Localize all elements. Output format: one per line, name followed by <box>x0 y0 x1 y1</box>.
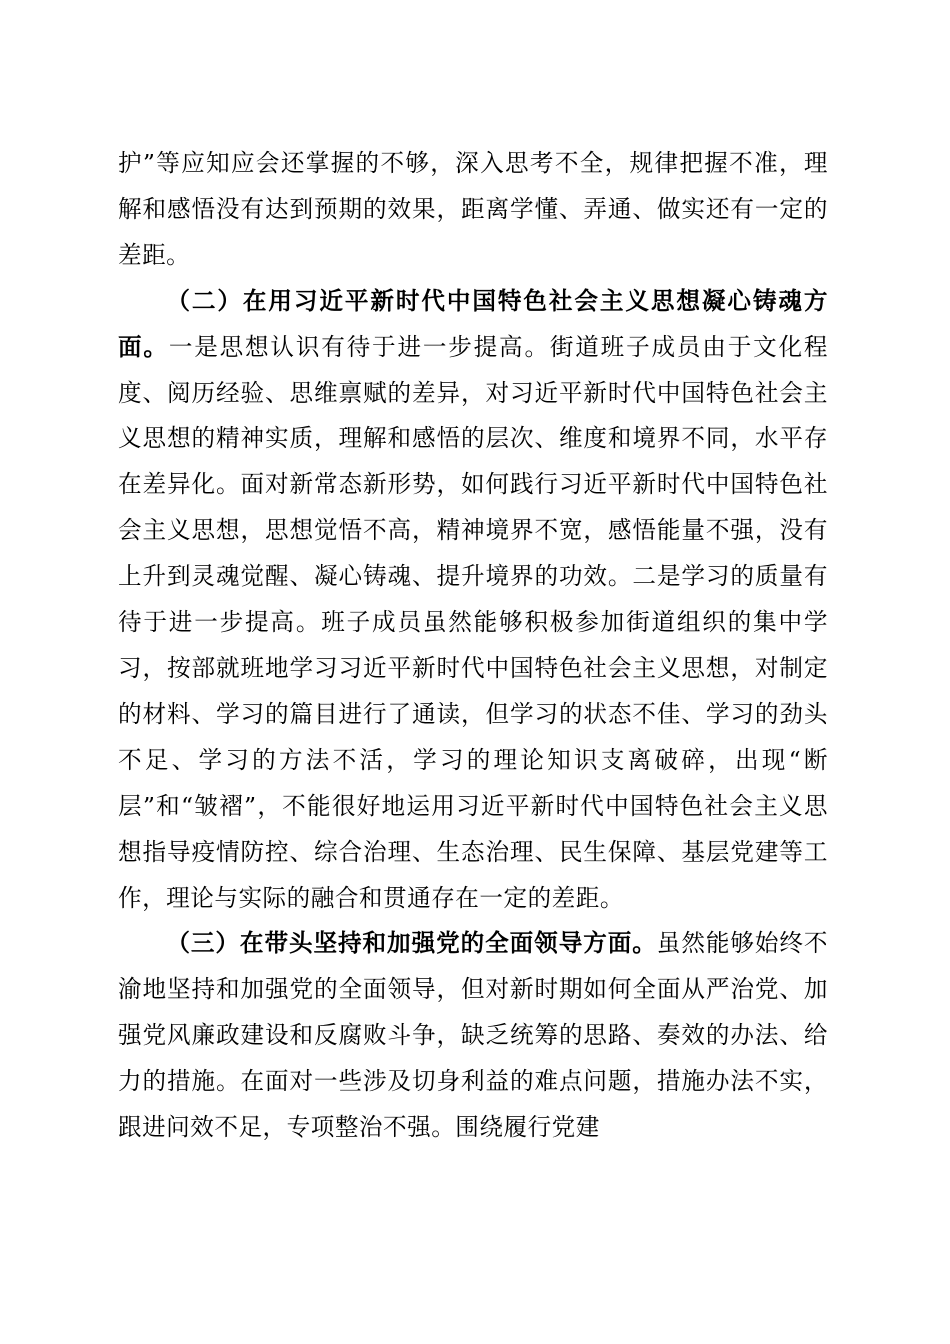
document-page <box>118 141 828 1151</box>
section-2-heading: （二）在用习近平新时代中国特色社会主义思想凝心铸魂方面。 <box>118 286 828 361</box>
section-3-heading: （三）在带头坚持和加强党的全面领导方面。 <box>166 929 657 958</box>
paragraph-continuation: 护”等应知应会还掌握的不够，深入思考不全，规律把握不准，理解和感悟没有达到预期的效果，距离学懂、弄通、做实还有一定的差距。 <box>118 149 828 269</box>
section-3-body: 虽然能够始终不渝地坚持和加强党的全面领导，但对新时期如何全面从严治党、加强党风廉政建设和反腐败斗争，缺乏统筹的思路、奏效的办法、给力的措施。在面对一些涉及切身利益的难点问题，措施办法不实，跟进问效不足，专项整治不强。围绕履行党建 <box>118 929 829 1142</box>
paragraph-section-2 <box>118 279 828 922</box>
section-2-body: 一是思想认识有待于进一步提高。街道班子成员由于文化程度、阅历经验、思维禀赋的差异，对习近平新时代中国特色社会主义思想的精神实质，理解和感悟的层次、维度和境界不同，水平存在差异化。面对新常态新形势，如何践行习近平新时代中国特色社会主义思想，思想觉悟不高，精神境界不宽，感悟能量不强，没有上升到灵魂觉醒、凝心铸魂、提升境界的功效。二是学习的质量有待于进一步提高。班子成员虽然能够积极参加街道组织的集中学习，按部就班地学习习近平新时代中国特色社会主义思想，对制定的材料、学习的篇目进行了通读，但学习的状态不佳、学习的劲头不足、学习的方法不活，学习的理论知识支离破碎，出现“断层”和“皱褶”，不能很好地运用习近平新时代中国特色社会主义思想指导疫情防控、综合治理、生态治理、民生保障、基层党建等工作，理论与实际的融合和贯通存在一定的差距。 <box>118 332 829 912</box>
paragraph-section-3 <box>118 921 828 1151</box>
